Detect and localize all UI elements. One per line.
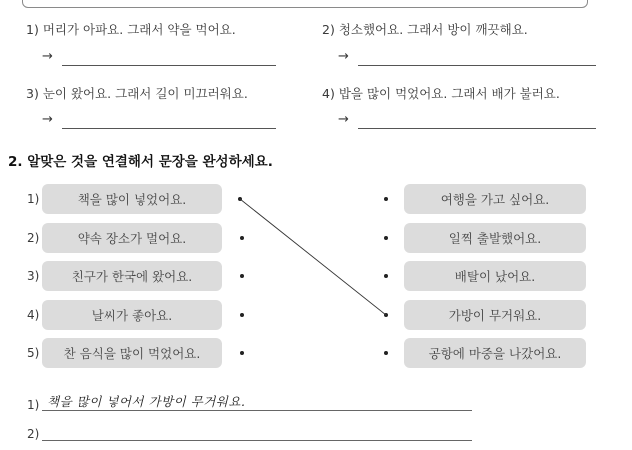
left-box-3[interactable]: 친구가 한국에 왔어요. [42,261,222,291]
sentence-item-2 [322,20,528,38]
handwritten-answer-1: 책을 많이 넣어서 가방이 무거워요. [47,394,246,409]
answer-line-4[interactable] [358,128,596,129]
answer-line-3[interactable] [62,128,276,129]
connector-dot-right-3[interactable] [384,274,388,278]
left-box-2[interactable]: 약속 장소가 멀어요. [42,223,222,253]
section-2-title: 2. 알맞은 것을 연결해서 문장을 완성하세요. [8,154,273,170]
sentence-item-4 [322,84,560,102]
item-text: 머리가 아파요. 그래서 약을 먹어요. [42,22,236,37]
sentence-item-3 [26,84,248,102]
left-box-5[interactable]: 찬 음식을 많이 먹었어요. [42,338,222,368]
connector-dot-right-1[interactable] [384,197,388,201]
arrow-icon: → [338,112,349,127]
arrow-icon: → [338,49,349,64]
sentence-item-1 [26,20,236,38]
left-item-number: 2) [27,231,40,245]
connector-dot-left-5[interactable] [240,351,244,355]
answer-number-1: 1) [27,398,40,412]
left-item-number: 3) [27,269,40,283]
connector-dot-left-3[interactable] [240,274,244,278]
right-box-1[interactable]: 여행을 가고 싶어요. [404,184,586,214]
right-box-3[interactable]: 배탈이 났어요. [404,261,586,291]
right-box-5[interactable]: 공항에 마중을 나갔어요. [404,338,586,368]
answer-line-s2-2[interactable] [42,440,472,441]
previous-section-frame [22,0,588,8]
arrow-icon: → [42,112,53,127]
left-item-number: 5) [27,346,40,360]
left-box-4[interactable]: 날씨가 좋아요. [42,300,222,330]
left-item-number: 4) [27,308,40,322]
answer-line-2[interactable] [358,65,596,66]
arrow-icon: → [42,49,53,64]
item-text: 눈이 왔어요. 그래서 길이 미끄러워요. [42,86,248,101]
connector-dot-left-1[interactable] [238,197,242,201]
right-box-2[interactable]: 일찍 출발했어요. [404,223,586,253]
item-number: 2) [322,22,335,37]
item-text: 밥을 많이 먹었어요. 그래서 배가 불러요. [338,86,560,101]
connector-dot-left-4[interactable] [240,313,244,317]
connector-line-segment [240,199,386,315]
item-number: 4) [322,86,335,101]
answer-line-s2-1[interactable] [42,410,472,411]
left-item-number: 1) [27,192,40,206]
right-box-4[interactable]: 가방이 무거워요. [404,300,586,330]
item-number: 3) [26,86,39,101]
item-text: 청소했어요. 그래서 방이 깨끗해요. [338,22,528,37]
connector-dot-right-2[interactable] [384,236,388,240]
connector-dot-right-4[interactable] [384,313,388,317]
connector-dot-left-2[interactable] [240,236,244,240]
item-number: 1) [26,22,39,37]
answer-line-1[interactable] [62,65,276,66]
answer-number-2: 2) [27,427,40,441]
left-box-1[interactable]: 책을 많이 넣었어요. [42,184,222,214]
connector-dot-right-5[interactable] [384,351,388,355]
